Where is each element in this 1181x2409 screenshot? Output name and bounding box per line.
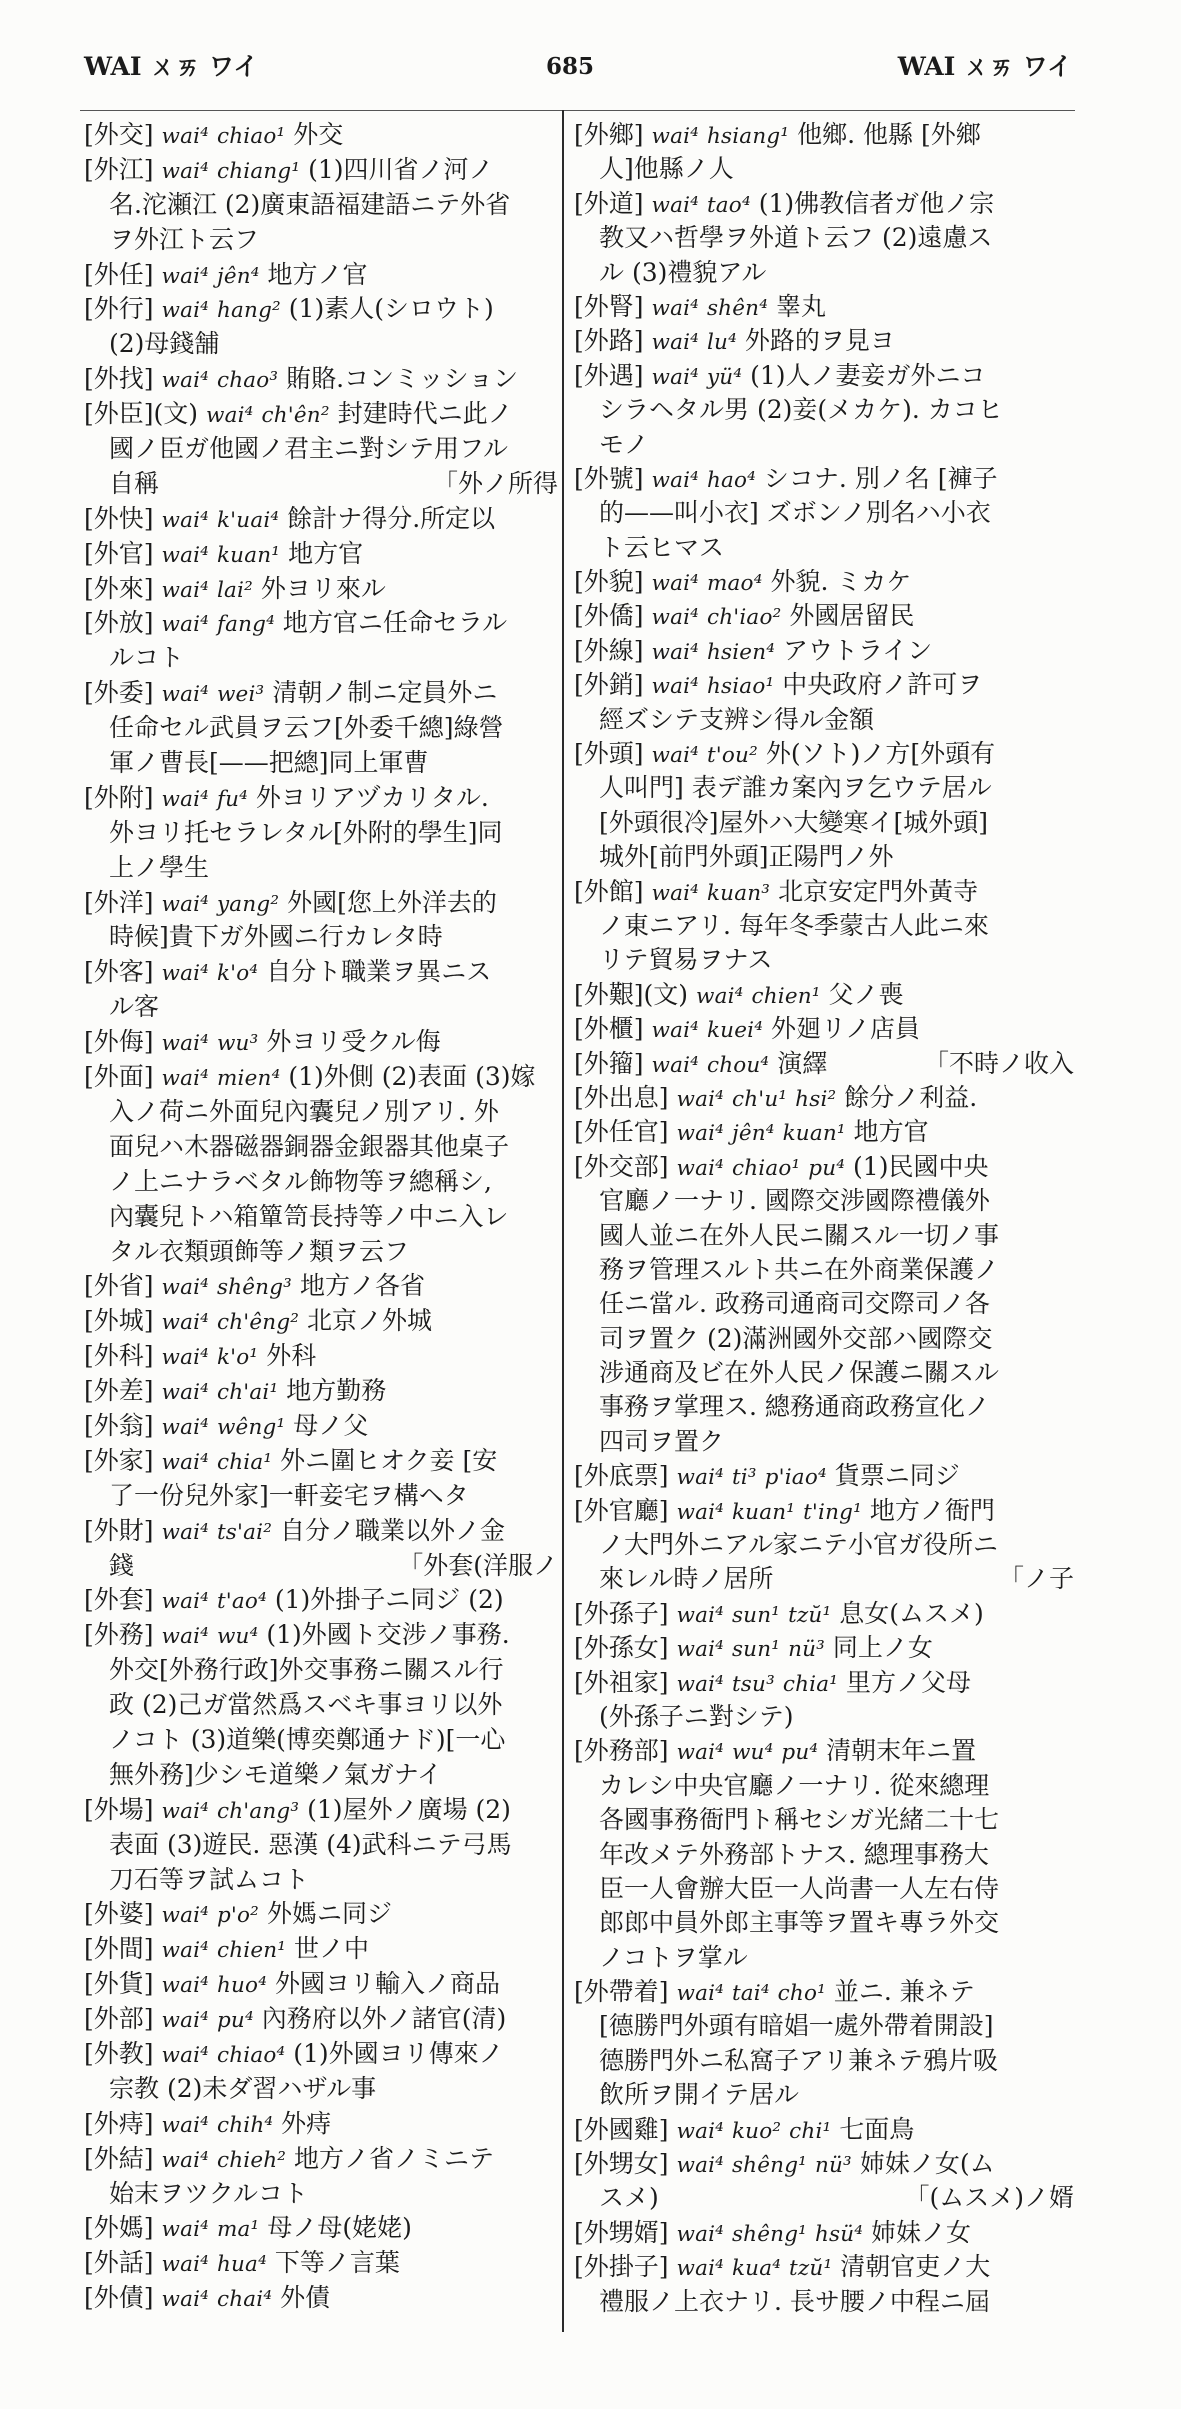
dictionary-entry-line: [外道] wai⁴ tao⁴ (1)佛教信者ガ他ノ宗 [574,188,995,218]
dictionary-continuation-line: ルコト [109,643,185,673]
line-text: 來レル時ノ居所 [599,1564,774,1594]
dictionary-continuation-line: 年改メテ外務部トナス. 總理事務大 [599,1839,989,1869]
dictionary-continuation-line: 無外務]少シモ道樂ノ氣ガナイ [109,1759,443,1789]
dictionary-continuation-line [574,1562,1074,1596]
dictionary-entry-line: [外官廳] wai⁴ kuan¹ t'ing¹ 地方ノ衙門 [574,1495,995,1525]
dictionary-continuation-line: 任ニ當ル. 政務司通商司交際司ノ各 [599,1289,990,1319]
dictionary-continuation-line: 經ズシテ支辨シ得ル金額 [599,704,875,734]
dictionary-entry-line: [外教] wai⁴ chiao⁴ (1)外國ヨリ傳來ノ [84,2038,504,2068]
column-divider [562,110,564,2332]
dictionary-continuation-line: (2)母錢舗 [109,329,220,359]
dictionary-entry-line: [外痔] wai⁴ chih⁴ 外痔 [84,2108,332,2138]
left-column [84,118,558,2316]
dictionary-entry-line: [外貌] wai⁴ mao⁴ 外貌. ミカケ [574,567,912,597]
dictionary-continuation-line [84,467,558,502]
dictionary-entry-line: [外出息] wai⁴ ch'u¹ hsi² 餘分ノ利益. [574,1082,978,1112]
dictionary-continuation-line: 人]他縣ノ人 [599,154,734,184]
dictionary-entry-line: [外省] wai⁴ shêng³ 地方ノ各省 [84,1271,425,1301]
dictionary-entry-line: [外侮] wai⁴ wu³ 外ヨリ受クル侮 [84,1027,441,1057]
dictionary-entry-line: [外城] wai⁴ ch'êng² 北京ノ外城 [84,1306,433,1336]
dictionary-entry-line: [外帶着] wai⁴ tai⁴ cho¹ 並ニ. 兼ネテ [574,1977,975,2007]
dictionary-continuation-line: ノコト (3)道樂(博奕鄭通ナド)[一心 [109,1724,506,1754]
dictionary-continuation-line: 國人並ニ在外人民ニ關スル一切ノ事 [599,1220,1000,1250]
dictionary-entry-line: [外務] wai⁴ wu⁴ (1)外國ト交涉ノ事務. [84,1620,510,1650]
dictionary-continuation-line: 事務ヲ掌理ス. 總務通商政務宣化ノ [599,1392,990,1422]
dictionary-continuation-line: リテ貿易ヲナス [599,945,773,975]
dictionary-entry-line: [外官] wai⁴ kuan¹ 地方官 [84,538,364,568]
dictionary-entry-line: [外找] wai⁴ chao³ 賄賂.コンミッション [84,364,519,394]
dictionary-continuation-line: カレシ中央官廳ノ一ナリ. 從來總理 [599,1770,990,1800]
dictionary-entry-line: [外洋] wai⁴ yang² 外國[您上外洋去的 [84,887,497,917]
dictionary-continuation-line: 任命セル武員ヲ云フ[外委千總]綠營 [109,713,504,743]
dictionary-continuation-line: ノコトヲ掌ル [599,1942,748,1972]
dictionary-entry-line: [外腎] wai⁴ shên⁴ 睾丸 [574,291,826,321]
dictionary-entry-line: [外快] wai⁴ k'uai⁴ 餘計ナ得分.所定以 [84,503,496,533]
dictionary-continuation-line: 各國事務衙門ト稱セシガ光緒二十七 [599,1805,1000,1835]
dictionary-entry-line: [外江] wai⁴ chiang¹ (1)四川省ノ河ノ [84,154,494,184]
dictionary-continuation-line: 面兒ハ木器磁器銅器金銀器其他桌子 [109,1131,510,1161]
header-rule [80,110,1075,111]
dictionary-continuation-line: 刀石等ヲ試ムコト [109,1864,310,1894]
overflow-note: 「外套(洋服ノ [398,1550,558,1580]
dictionary-continuation-line: (外孫子ニ對シテ) [599,1701,794,1731]
dictionary-continuation-line: ル客 [109,992,160,1022]
dictionary-entry-line: [外國雞] wai⁴ kuo² chi¹ 七面鳥 [574,2114,915,2144]
dictionary-entry-line: [外孫子] wai⁴ sun¹ tzŭ¹ 息女(ムスメ) [574,1598,984,1628]
overflow-note: 「(ムスメ)ノ婿 [904,2183,1074,2213]
dictionary-continuation-line: ト云ヒマス [599,532,725,562]
dictionary-entry-line: [外祖家] wai⁴ tsu³ chia¹ 里方ノ父母 [574,1667,972,1697]
dictionary-continuation-line: 四司ヲ置ク [599,1426,725,1456]
dictionary-entry-line: [外科] wai⁴ k'o¹ 外科 [84,1341,317,1371]
dictionary-continuation-line: タル衣類頭飾等ノ類ヲ云フ [109,1236,410,1266]
dictionary-entry-line: [外臣](文) wai⁴ ch'ên² 封建時代ニ此ノ [84,399,513,429]
overflow-note: 「不時ノ收入 [923,1048,1074,1078]
dictionary-entry-line: [外館] wai⁴ kuan³ 北京安定門外黃寺 [574,876,979,906]
dictionary-entry-line: [外頭] wai⁴ t'ou² 外(ソト)ノ方[外頭有 [574,739,996,769]
dictionary-continuation-line: 臣一人會辦大臣一人尚書一人左右侍 [599,1873,1000,1903]
dictionary-entry-line: [外線] wai⁴ hsien⁴ アウトライン [574,635,933,665]
dictionary-entry-line: [外婆] wai⁴ p'o² 外媽ニ同ジ [84,1899,392,1929]
dictionary-continuation-line: ノ東ニアリ. 每年冬季蒙古人此ニ來 [599,910,989,940]
dictionary-continuation-line: 入ノ荷ニ外面兒內囊兒ノ別アリ. 外 [109,1096,499,1126]
dictionary-entry-line: [外貨] wai⁴ huo⁴ 外國ヨリ輸入ノ商品 [84,1969,500,1999]
dictionary-entry-line: [外號] wai⁴ hao⁴ シコナ. 別ノ名 [褲子 [574,463,998,493]
dictionary-continuation-line: 務ヲ管理スルト共ニ在外商業保護ノ [599,1254,1000,1284]
dictionary-continuation-line: 國ノ臣ガ他國ノ君主ニ對シテ用フル [109,434,509,464]
dictionary-entry-line: [外來] wai⁴ lai² 外ヨリ來ル [84,573,386,603]
dictionary-entry-line: [外差] wai⁴ ch'ai¹ 地方勤務 [84,1376,387,1406]
dictionary-continuation-line: 官廳ノ一ナリ. 國際交涉國際禮儀外 [599,1186,990,1216]
dictionary-entry-line: [外套] wai⁴ t'ao⁴ (1)外掛子ニ同ジ (2) [84,1585,504,1615]
dictionary-entry-line: [外務部] wai⁴ wu⁴ pu⁴ 清朝末年ニ置 [574,1736,977,1766]
dictionary-entry-line: [外部] wai⁴ pu⁴ 內務府以外ノ諸官(清) [84,2004,507,2034]
dictionary-continuation-line: 軍ノ曹長[——把總]同上軍曹 [109,748,429,778]
dictionary-continuation-line: 了一份兒外家]一軒妾宅ヲ構ヘタ [109,1480,469,1510]
dictionary-continuation-line: 涉通商及ビ在外人民ノ保護ニ關スル [599,1358,1000,1388]
overflow-note: 「ノ子 [998,1564,1074,1594]
running-head-right: WAI ㄨㄞ ワイ [897,52,1072,81]
right-column [574,118,1074,2319]
dictionary-continuation-line: 的——叫小衣] ズボンノ別名ハ小衣 [599,498,991,528]
dictionary-entry-line: [外面] wai⁴ mien⁴ (1)外側 (2)表面 (3)嫁 [84,1062,536,1092]
dictionary-continuation-line: 德勝門外ニ私窩子アリ兼ネテ鴉片吸 [599,2045,999,2075]
dictionary-entry-line: [外掛子] wai⁴ kua⁴ tzŭ¹ 清朝官吏ノ大 [574,2252,991,2282]
dictionary-continuation-line: [德勝門外頭有暗娼一處外帶着開設] [599,2011,994,2041]
dictionary-entry-line: [外交部] wai⁴ chiao¹ pu⁴ (1)民國中央 [574,1151,989,1181]
dictionary-entry-line: [外間] wai⁴ chien¹ 世ノ中 [84,1934,370,1964]
dictionary-continuation-line: 禮服ノ上衣ナリ. 長サ腰ノ中程ニ屆 [599,2286,990,2316]
dictionary-entry-line: [外路] wai⁴ lu⁴ 外路的ヲ見ヨ [574,326,895,356]
dictionary-continuation-line: ル (3)禮貌アル [599,257,767,287]
dictionary-continuation-line: シラヘタル男 (2)妾(メカケ). カコヒ [599,395,1003,425]
dictionary-continuation-line: 外交[外務行政]外交事務ニ關スル行 [109,1655,504,1685]
dictionary-continuation-line: 人叫門] 表デ誰カ案內ヲ乞ウテ居ル [599,773,992,803]
dictionary-entry-line: [外僑] wai⁴ ch'iao² 外國居留民 [574,601,915,631]
dictionary-entry-line: [外客] wai⁴ k'o⁴ 自分ト職業ヲ異ニス [84,957,492,987]
dictionary-continuation-line: [外頭很冷]屋外ハ大變寒イ[城外頭] [599,807,989,837]
line-text: スメ) [599,2183,659,2213]
line-text: 錢 [109,1550,135,1580]
dictionary-entry-line: [外附] wai⁴ fu⁴ 外ヨリアヅカリタル. [84,782,489,812]
dictionary-entry-line: [外遇] wai⁴ yü⁴ (1)人ノ妻妾ガ外ニコ [574,360,986,390]
dictionary-entry-line: [外放] wai⁴ fang⁴ 地方官ニ任命セラル [84,608,508,638]
dictionary-entry-line: [外底票] wai⁴ ti³ p'iao⁴ 貨票ニ同ジ [574,1461,960,1491]
overflow-note: 「外ノ所得 [432,468,558,498]
dictionary-entry-line: [外任官] wai⁴ jên⁴ kuan¹ 地方官 [574,1117,929,1147]
dictionary-continuation-line: 郎郎中員外郎主事等ヲ置キ專ラ外交 [599,1908,1000,1938]
dictionary-continuation-line: ノ上ニナラベタル飾物等ヲ總稱シ, [109,1166,492,1196]
dictionary-entry-line: [外媽] wai⁴ ma¹ 母ノ母(姥姥) [84,2213,412,2243]
dictionary-continuation-line [84,1549,558,1584]
dictionary-entry-line: [外話] wai⁴ hua⁴ 下等ノ言葉 [84,2248,400,2278]
dictionary-continuation-line: 內囊兒トハ箱簞笥長持等ノ中ニ入レ [109,1201,509,1231]
dictionary-entry-line: [外場] wai⁴ ch'ang³ (1)屋外ノ廣場 (2) [84,1794,511,1824]
dictionary-continuation-line: ヲ外江ト云フ [109,224,260,254]
dictionary-continuation-line: 時候]貴下ガ外國ニ行カレタ時 [109,922,443,952]
dictionary-entry-line: [外櫃] wai⁴ kuei⁴ 外廻リノ店員 [574,1014,920,1044]
dictionary-continuation-line: モノ [599,429,649,459]
dictionary-entry-line: [外銷] wai⁴ hsiao¹ 中央政府ノ許可ヲ [574,670,983,700]
dictionary-entry-line: [外交] wai⁴ chiao¹ 外交 [84,120,344,149]
dictionary-entry-line: [外結] wai⁴ chieh² 地方ノ省ノミニテ [84,2143,495,2173]
running-head-left: WAI ㄨㄞ ワイ [84,52,259,81]
dictionary-entry-line: [外鄉] wai⁴ hsiang¹ 他鄉. 他縣 [外鄉 [574,120,981,149]
dictionary-entry-line [574,1047,1074,1081]
dictionary-entry-line: [外委] wai⁴ wei³ 清朝ノ制ニ定員外ニ [84,678,498,708]
dictionary-continuation-line: 飲所ヲ開イテ居ル [599,2080,800,2110]
dictionary-entry-line: [外行] wai⁴ hang² (1)素人(シロウト) [84,294,494,324]
dictionary-continuation-line: 教又ハ哲學ヲ外道ト云フ (2)遠慮ス [599,223,993,253]
dictionary-continuation-line: 宗教 (2)未ダ習ハザル事 [109,2073,377,2103]
page-number: 685 [545,53,594,80]
dictionary-entry-line: [外家] wai⁴ chia¹ 外ニ圍ヒオク妾 [安 [84,1445,498,1475]
dictionary-entry-line: [外財] wai⁴ ts'ai² 自分ノ職業以外ノ金 [84,1515,506,1545]
dictionary-continuation-line: 政 (2)己ガ當然爲スベキ事ヨリ以外 [109,1690,503,1720]
dictionary-entry-line: [外任] wai⁴ jên⁴ 地方ノ官 [84,259,368,289]
dictionary-entry-line: [外甥女] wai⁴ shêng¹ nü³ 姉妹ノ女(ム [574,2149,995,2179]
line-text: [外籀] wai⁴ chou⁴ 演繹 [574,1048,828,1078]
dictionary-entry-line: [外甥婿] wai⁴ shêng¹ hsü⁴ 姉妹ノ女 [574,2217,972,2247]
dictionary-continuation-line: 表面 (3)遊民. 惡漢 (4)武科ニテ弓馬 [109,1829,512,1859]
dictionary-entry-line: [外債] wai⁴ chai⁴ 外債 [84,2283,331,2313]
dictionary-continuation-line: 名.沱瀬江 (2)廣東語福建語ニテ外省 [109,189,511,219]
dictionary-continuation-line: 司ヲ置ク (2)滿洲國外交部ハ國際交 [599,1323,993,1353]
dictionary-continuation-line: 始末ヲツクルコト [109,2178,309,2208]
dictionary-entry-line: [外艱](文) wai⁴ chien¹ 父ノ喪 [574,979,904,1009]
dictionary-entry-line: [外孫女] wai⁴ sun¹ nü³ 同上ノ女 [574,1633,933,1663]
dictionary-continuation-line: 外ヨリ托セラレタル[外附的學生]同 [109,817,503,847]
dictionary-continuation-line [574,2181,1074,2215]
dictionary-continuation-line: ノ大門外ニアル家ニテ小官ガ役所ニ [599,1530,999,1560]
line-text: 自稱 [109,468,160,498]
dictionary-continuation-line: 城外[前門外頭]正陽門ノ外 [599,842,894,872]
dictionary-continuation-line: 上ノ學生 [109,852,210,882]
dictionary-entry-line: [外翁] wai⁴ wêng¹ 母ノ父 [84,1410,369,1440]
